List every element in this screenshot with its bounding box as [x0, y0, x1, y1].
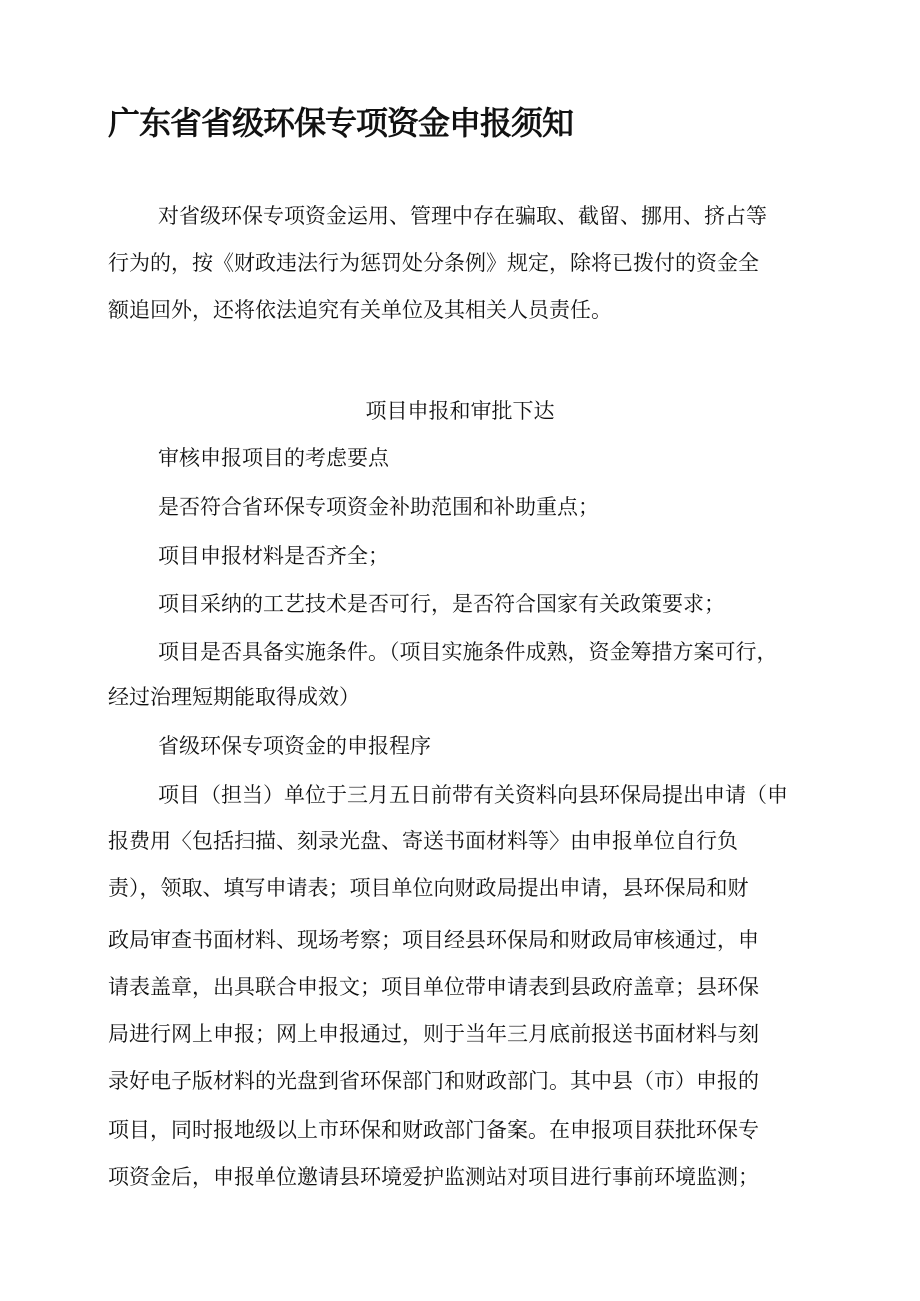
intro-line: 额追回外，还将依法追究有关单位及其相关人员责任。 [108, 298, 612, 322]
intro-line: 对省级环保专项资金运用、管理中存在骗取、截留、挪用、挤占等 [158, 204, 767, 228]
review-point: 是否符合省环保专项资金补助范围和补助重点； [158, 495, 599, 519]
procedure-line: 局进行网上申报；网上申报通过，则于当年三月底前报送书面材料与刻 [108, 1022, 759, 1046]
review-point: 项目是否具备实施条件。（项目实施条件成熟，资金筹措方案可行， [158, 640, 778, 664]
section-heading: 项目申报和审批下达 [365, 399, 555, 423]
review-point: 经过治理短期能取得成效） [108, 685, 360, 709]
procedure-line: 政局审查书面材料、现场考察；项目经县环保局和财政局审核通过，申 [108, 928, 759, 952]
procedure-heading: 省级环保专项资金的申报程序 [158, 734, 431, 758]
procedure-line: 报费用〈包括扫描、刻录光盘、寄送书面材料等〉由申报单位自行负 [108, 829, 738, 853]
review-point: 项目采纳的工艺技术是否可行，是否符合国家有关政策要求； [158, 592, 725, 616]
procedure-line: 项目（担当）单位于三月五日前带有关资料向县环保局提出申请（申 [158, 783, 788, 807]
intro-line: 行为的，按《财政违法行为惩罚处分条例》规定，除将已拨付的资金全 [108, 251, 759, 275]
procedure-line: 项目，同时报地级以上市环保和财政部门备案。在申报项目获批环保专 [108, 1118, 759, 1142]
review-point: 项目申报材料是否齐全； [158, 544, 389, 568]
procedure-line: 请表盖章，出具联合申报文；项目单位带申请表到县政府盖章；县环保 [108, 975, 759, 999]
procedure-line: 录好电子版材料的光盘到省环保部门和财政部门。其中县（市）申报的 [108, 1069, 759, 1093]
document-title: 广东省省级环保专项资金申报须知 [108, 104, 574, 142]
procedure-line: 项资金后，申报单位邀请县环境爱护监测站对项目进行事前环境监测； [108, 1165, 759, 1189]
procedure-line: 责），领取、填写申请表；项目单位向财政局提出申请，县环保局和财 [108, 876, 749, 900]
review-heading: 审核申报项目的考虑要点 [158, 446, 389, 470]
